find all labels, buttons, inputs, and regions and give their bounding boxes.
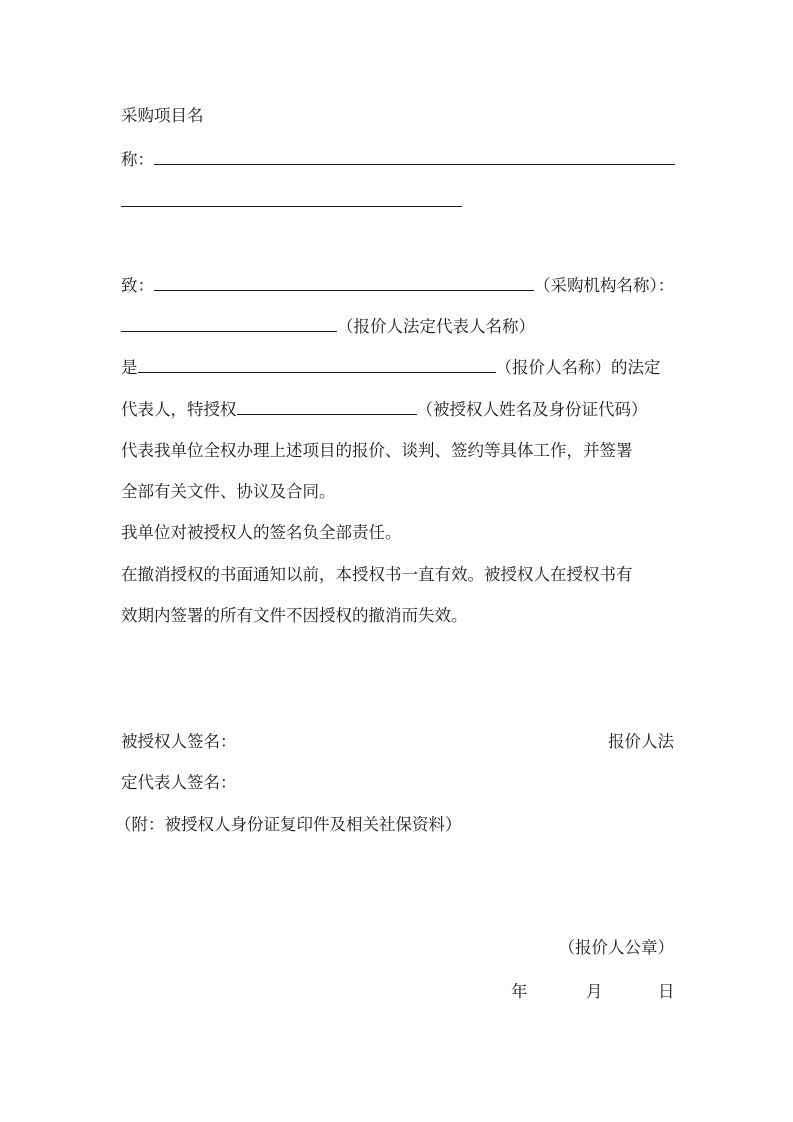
body-line-2: 全部有关文件、协议及合同。: [121, 482, 336, 501]
legal-rep-name-field[interactable]: [121, 314, 337, 332]
legal-rep-signature-label-cont: 定代表人签名：: [121, 773, 237, 792]
date-day: 日: [658, 982, 675, 1001]
bidder-row: [121, 355, 674, 379]
date-month: 月: [586, 982, 603, 1001]
legal-rep-name-hint: （报价人法定代表人名称）: [337, 317, 535, 336]
bidder-name-field[interactable]: [138, 355, 496, 373]
project-name-label-cont: 称：: [121, 150, 154, 169]
body-line-1: 代表我单位全权办理上述项目的报价、谈判、签约等具体工作，并签署: [121, 441, 633, 460]
legal-rep-signature-label: 报价人法: [608, 732, 674, 751]
project-name-label: 采购项目名: [121, 106, 204, 125]
attachment-note: （附：被授权人身份证复印件及相关社保资料）: [115, 815, 462, 834]
project-name-field[interactable]: [154, 147, 675, 165]
to-row: [121, 273, 674, 297]
body-line-5: 效期内签署的所有文件不因授权的撤消而失效。: [121, 606, 468, 625]
authorized-person-hint: （被授权人姓名及身份证代码）: [416, 400, 648, 419]
legal-rep-row: [121, 314, 674, 338]
date-year: 年: [511, 982, 528, 1001]
is-label: 是: [121, 358, 138, 377]
authorized-person-field[interactable]: [237, 397, 417, 415]
authorize-label: 代表人，特授权: [121, 400, 237, 419]
to-label: 致：: [121, 276, 154, 295]
project-name-field-continued[interactable]: [121, 206, 462, 207]
bidder-name-hint: （报价人名称）的法定: [495, 358, 661, 377]
authorized-signature-label: 被授权人签名：: [121, 732, 237, 751]
body-line-4: 在撤消授权的书面通知以前，本授权书一直有效。被授权人在授权书有: [121, 565, 633, 584]
signature-row: [121, 730, 674, 754]
seal-label: （报价人公章）: [558, 938, 674, 957]
project-name-row: [121, 147, 674, 171]
date-row: [121, 980, 674, 1004]
authorize-row: [121, 397, 674, 421]
body-line-3: 我单位对被授权人的签名负全部责任。: [121, 523, 402, 542]
procurement-agency-field[interactable]: [154, 273, 534, 291]
procurement-agency-hint: （采购机构名称）：: [534, 276, 675, 295]
